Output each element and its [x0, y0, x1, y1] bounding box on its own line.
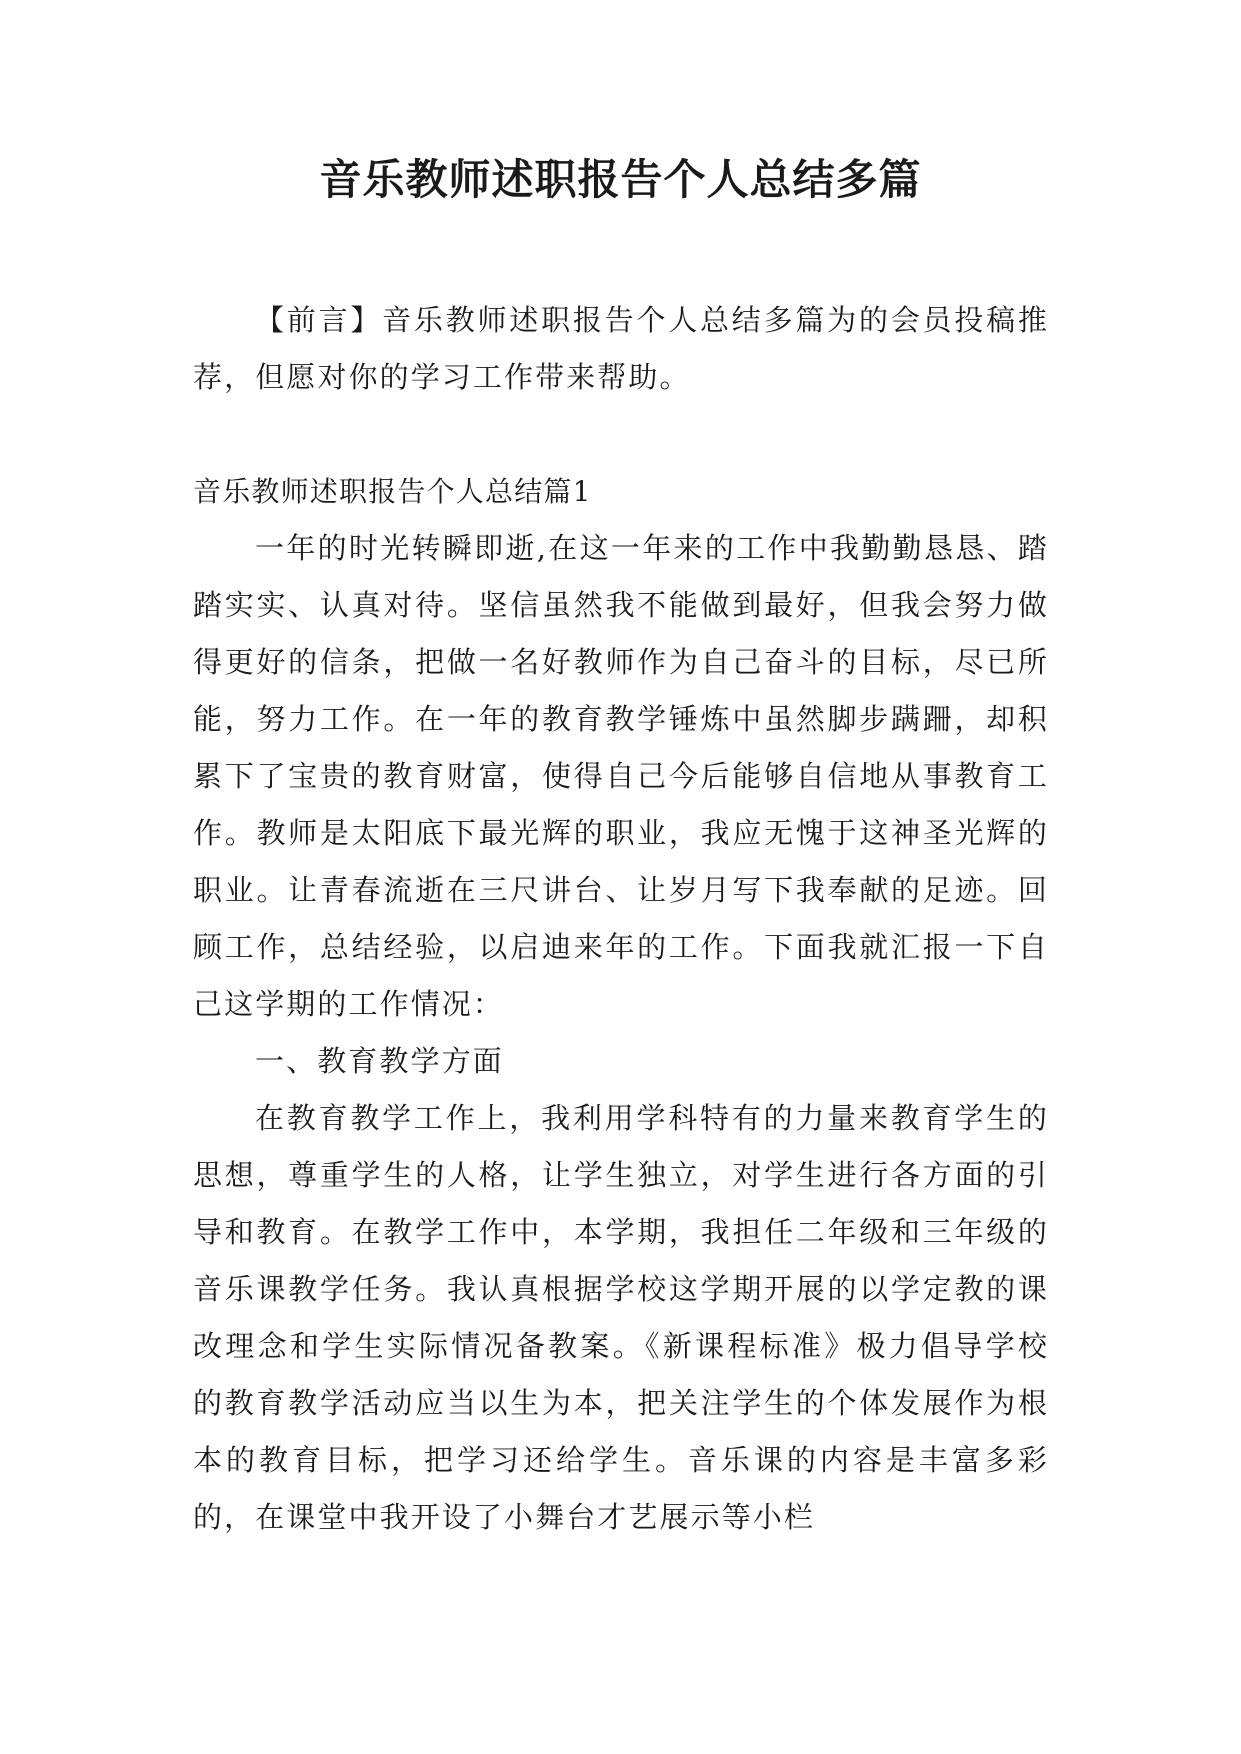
section-title: 音乐教师述职报告个人总结篇1 [193, 475, 592, 508]
subheading-teaching: 一、教育教学方面 [255, 1044, 504, 1078]
preface-paragraph: 【前言】音乐教师述职报告个人总结多篇为的会员投稿推荐，但愿对你的学习工作带来帮助。 [193, 303, 1049, 394]
document-title: 音乐教师述职报告个人总结多篇 [319, 155, 922, 204]
body-paragraph-2: 在教育教学工作上，我利用学科特有的力量来教育学生的思想，尊重学生的人格，让学生独立，对学生进行各方面的引导和教育。在教学工作中，本学期，我担任二年级和三年级的音乐课教学任务。我认真根据学校这学期开展的以学定教的课改理念和学生实际情况备教案。《新课程标准》极力倡导学校的教育教学活动应当以生为本，把关注学生的个体发展作为根本的教育目标，把学习还给学生。音乐课的内容是丰富多彩的，在课堂中我开设了小舞台才艺展示等小栏 [193, 1101, 1049, 1534]
document-body [193, 292, 1049, 1546]
body-paragraph-1: 一年的时光转瞬即逝,在这一年来的工作中我勤勤恳恳、踏踏实实、认真对待。坚信虽然我不能做到最好，但我会努力做得更好的信条，把做一名好教师作为自己奋斗的目标，尽已所能，努力工作。在一年的教育教学锤炼中虽然脚步蹒跚，却积累下了宝贵的教育财富，使得自己今后能够自信地从事教育工作。教师是太阳底下最光辉的职业，我应无愧于这神圣光辉的职业。让青春流逝在三尺讲台、让岁月写下我奉献的足迹。回顾工作，总结经验，以启迪来年的工作。下面我就汇报一下自己这学期的工作情况： [193, 531, 1049, 1021]
